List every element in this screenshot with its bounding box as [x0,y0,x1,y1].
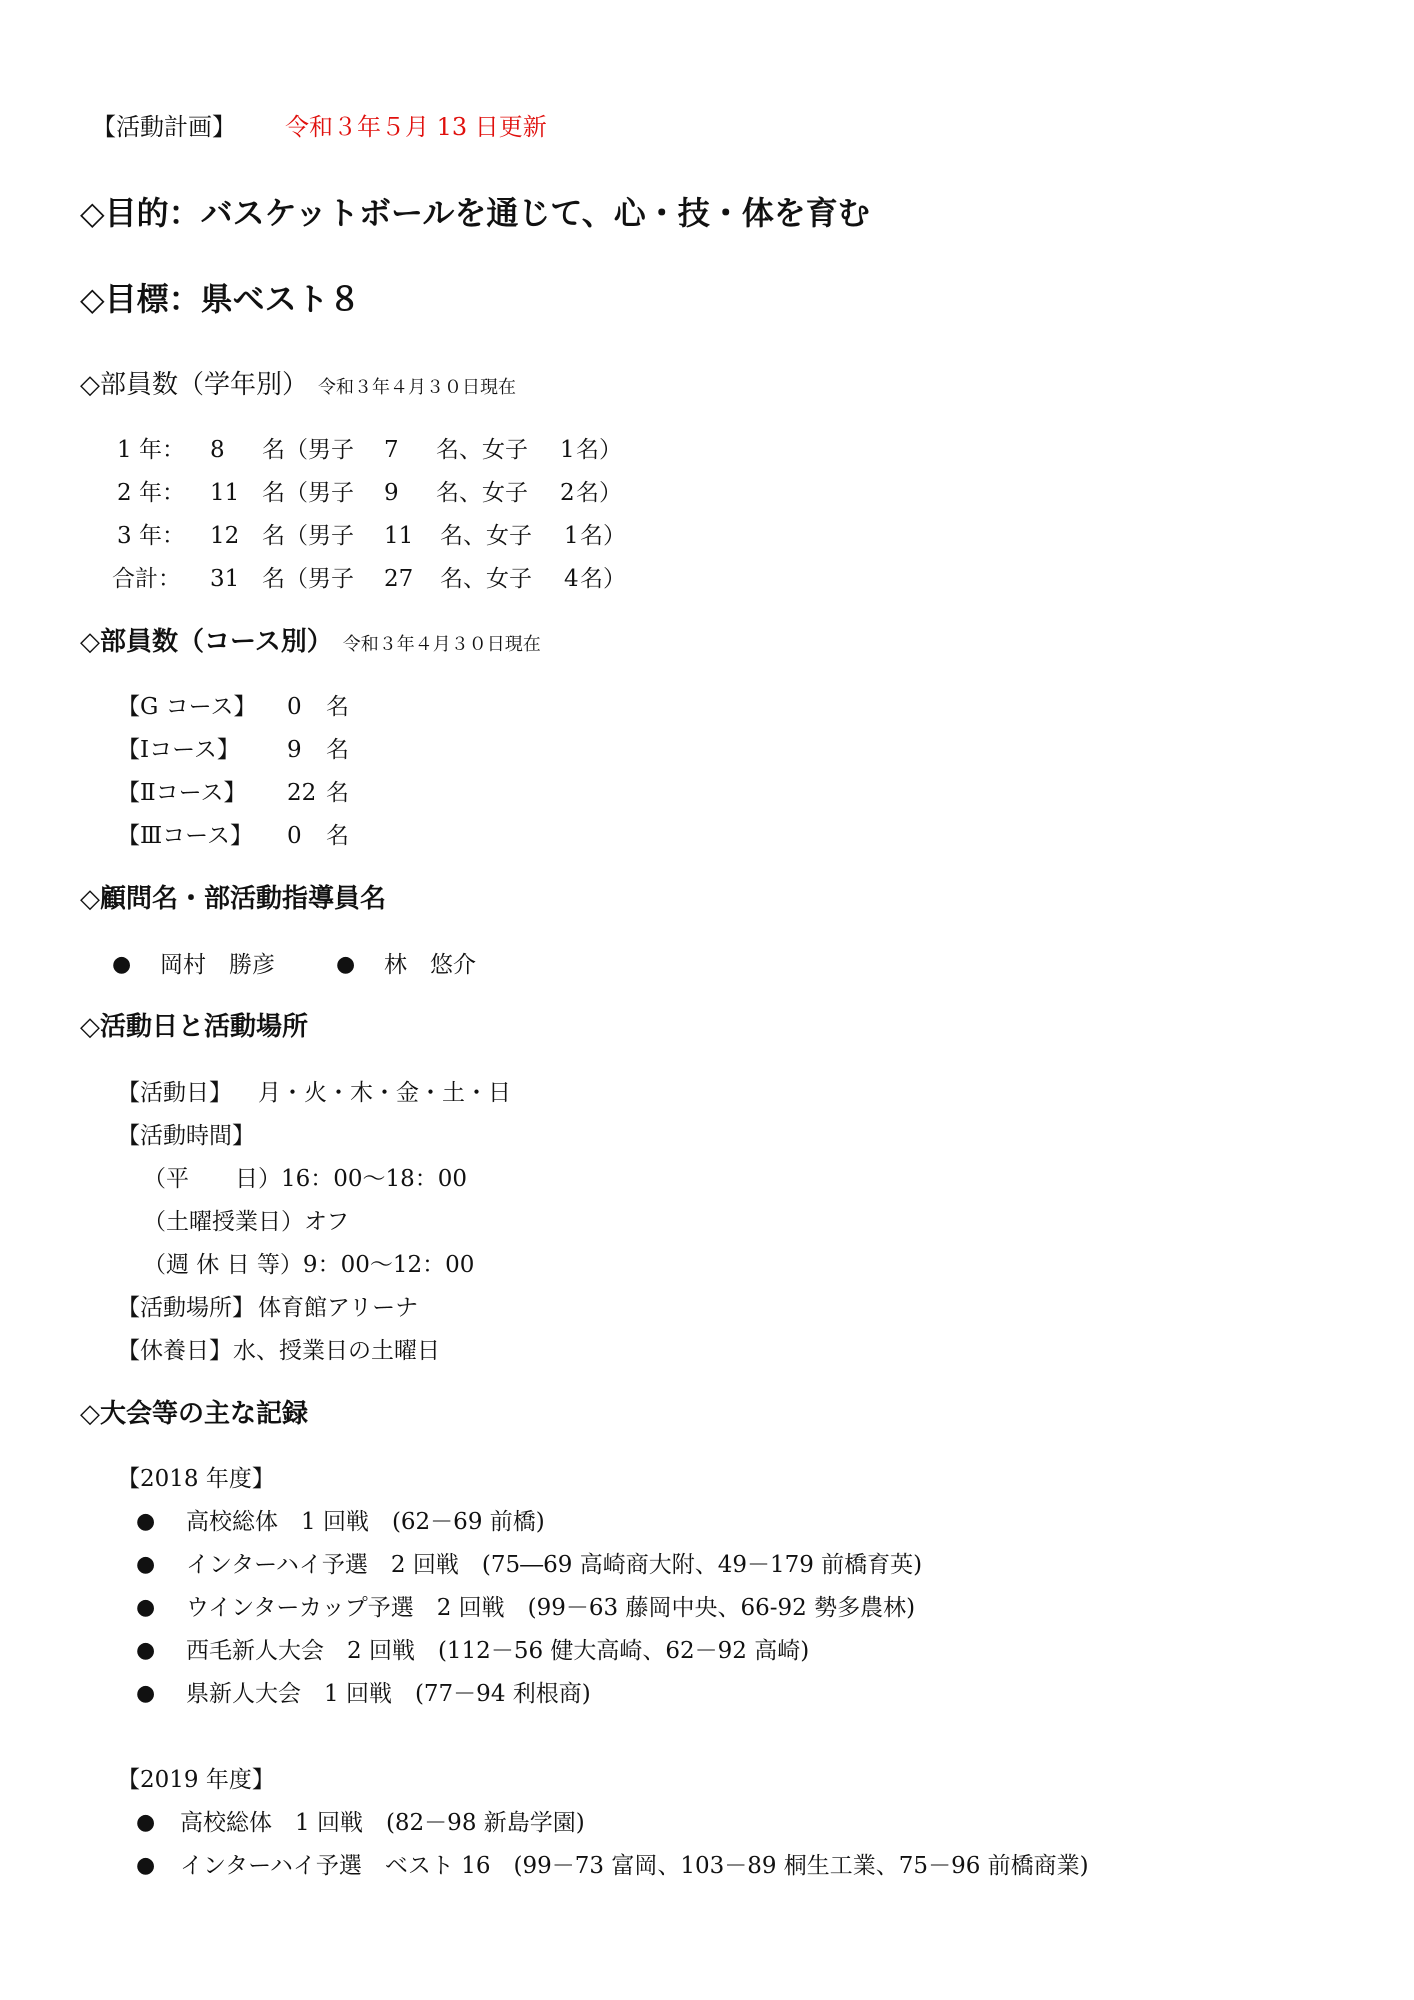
bullet-icon: ● [336,952,356,977]
grade-male: 11 [384,523,414,549]
grade-label: 2 年： [117,480,185,506]
course-count: 0 [287,694,302,720]
grade-male: 27 [384,566,414,592]
grade-unit-mid: 名、女子 [440,566,532,592]
grade-label: 3 年： [117,523,185,549]
activity-time-weekday: （平 日）16：00～18：00 [143,1166,468,1192]
members-by-grade-heading [80,368,516,405]
grade-unit-mid: 名、女子 [436,480,528,506]
bullet-icon: ● [136,1853,156,1878]
advisors-heading: ◇顧問名・部活動指導員名 [80,884,386,914]
course-label: 【Ⅱコース】 [117,780,247,806]
record-item: インターハイ予選 ベスト 16 (99－73 富岡、103－89 桐生工業、75－96 前橋商業) [180,1853,1089,1879]
members-by-grade-title: ◇部員数（学年別） [80,370,308,400]
grade-unit-close: 名） [576,480,622,506]
grade-unit-close: 名） [580,523,626,549]
record-item: 県新人大会 1 回戦 (77－94 利根商) [186,1681,591,1707]
activity-rest-value: 水、授業日の土曜日 [233,1338,440,1364]
record-year: 【2018 年度】 [117,1466,275,1492]
grade-unit-open: 名（男子 [262,437,354,463]
activity-rest-label: 【休養日】 [117,1338,232,1364]
course-label: 【Ⅲコース】 [117,823,254,849]
grade-unit-close: 名） [580,566,626,592]
activity-heading: ◇活動日と活動場所 [80,1012,308,1042]
records-heading: ◇大会等の主な記録 [80,1399,308,1429]
activity-time-saturday: （土曜授業日）オフ [143,1209,350,1235]
advisor-name: 林 悠介 [384,952,476,978]
grade-female: 2 [560,480,575,506]
course-count: 9 [287,737,302,763]
course-label: 【Ⅰコース】 [117,737,240,763]
bullet-icon: ● [136,1681,156,1706]
grade-label: 1 年： [117,437,185,463]
bullet-icon: ● [136,1552,156,1577]
activity-time-label: 【活動時間】 [117,1123,255,1149]
bullet-icon: ● [136,1638,156,1663]
course-count: 0 [287,823,302,849]
grade-label: 合計： [112,566,181,592]
grade-unit-open: 名（男子 [262,480,354,506]
plan-label: 【活動計画】 [92,113,236,141]
grade-unit-mid: 名、女子 [440,523,532,549]
activity-place-value: 体育館アリーナ [258,1295,419,1321]
members-by-course-heading [80,625,541,662]
bullet-icon: ● [136,1810,156,1835]
grade-male: 9 [384,480,399,506]
grade-unit-open: 名（男子 [262,566,354,592]
activity-days-value: 月・火・木・金・土・日 [258,1080,511,1106]
grade-unit-close: 名） [576,437,622,463]
record-year: 【2019 年度】 [117,1767,275,1793]
course-unit: 名 [326,780,349,806]
course-unit: 名 [326,694,349,720]
goal-heading: ◇目標：県ベスト８ [80,280,361,318]
bullet-icon: ● [136,1509,156,1534]
activity-days-label: 【活動日】 [117,1080,232,1106]
course-unit: 名 [326,737,349,763]
course-unit: 名 [326,823,349,849]
course-label: 【G コース】 [117,694,257,720]
members-by-course-title: ◇部員数（コース別） [80,627,333,657]
record-item: 西毛新人大会 2 回戦 (112－56 健大高崎、62－92 高崎) [186,1638,810,1664]
grade-male: 7 [384,437,399,463]
grade-female: 1 [560,437,575,463]
grade-total: 11 [210,480,240,506]
bullet-icon: ● [112,952,132,977]
bullet-icon: ● [136,1595,156,1620]
grade-unit-mid: 名、女子 [436,437,528,463]
members-by-grade-as-of: 令和３年４月３０日現在 [318,377,516,398]
record-item: ウインターカップ予選 2 回戦 (99－63 藤岡中央、66-92 勢多農林) [186,1595,916,1621]
record-item: インターハイ予選 2 回戦 (75―69 高崎商大附、49－179 前橋育英) [186,1552,923,1578]
activity-time-holiday: （週 休 日 等）9：00～12：00 [143,1252,475,1278]
grade-female: 1 [564,523,579,549]
advisor-name: 岡村 勝彦 [160,952,275,978]
update-date: 令和３年５月 13 日更新 [285,113,547,141]
record-item: 高校総体 1 回戦 (62－69 前橋) [186,1509,545,1535]
grade-total: 8 [210,437,225,463]
grade-total: 31 [210,566,240,592]
purpose-heading: ◇目的：バスケットボールを通じて、心・技・体を育む [80,194,870,232]
grade-total: 12 [210,523,240,549]
members-by-course-as-of: 令和３年４月３０日現在 [342,634,541,655]
activity-place-label: 【活動場所】 [117,1295,255,1321]
grade-female: 4 [564,566,579,592]
record-item: 高校総体 1 回戦 (82－98 新島学園) [180,1810,585,1836]
course-count: 22 [287,780,317,806]
grade-unit-open: 名（男子 [262,523,354,549]
